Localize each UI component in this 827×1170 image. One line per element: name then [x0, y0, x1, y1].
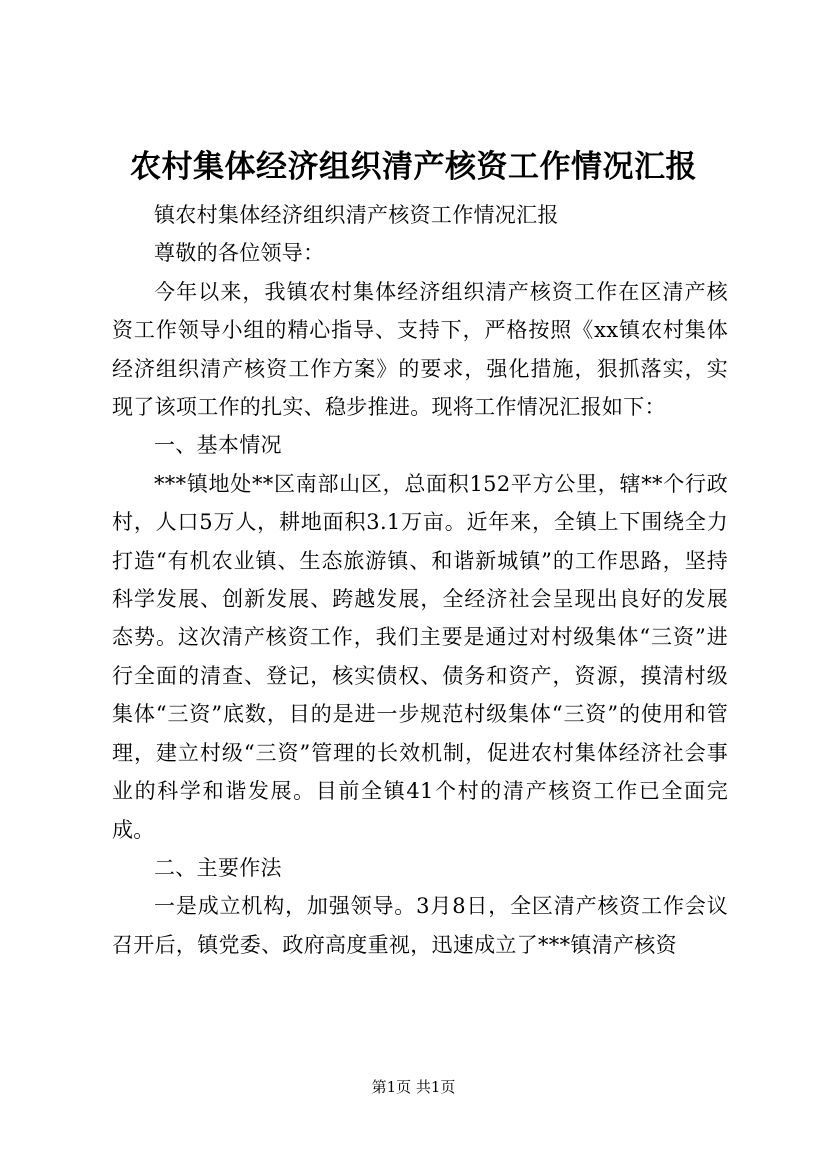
- paragraph-salutation: 尊敬的各位领导：: [154, 241, 325, 266]
- section-heading-main-methods: 二、主要作法: [154, 855, 282, 880]
- document-title: 农村集体经济组织清产核资工作情况汇报: [130, 149, 697, 185]
- page-footer: 第1页 共1页: [371, 1078, 456, 1096]
- document-body: [112, 196, 728, 964]
- paragraph-intro: 今年以来，我镇农村集体经济组织清产核资工作在区清产核资工作领导小组的精心指导、支持下，严格按照《xx镇农村集体经济组织清产核资工作方案》的要求，强化措施，狠抓落实，实现了该项工作的扎实、稳步推进。现将工作情况汇报如下：: [112, 279, 728, 420]
- paragraph-subtitle: 镇农村集体经济组织清产核资工作情况汇报: [154, 203, 559, 227]
- paragraph-main-methods: 一是成立机构，加强领导。3月8日，全区清产核资工作会议召开后，镇党委、政府高度重视，迅速成立了***镇清产核资: [112, 894, 728, 957]
- paragraph-basic-situation: ***镇地处**区南部山区，总面积152平方公里，辖**个行政村，人口5万人，耕地面积3.1万亩。近年来，全镇上下围绕全力打造“有机农业镇、生态旅游镇、和谐新城镇”的工作思路，坚持科学发展、创新发展、跨越发展，全经济社会呈现出良好的发展态势。这次清产核资工作，我们主要是通过对村级集体“三资”进行全面的清查、登记，核实债权、债务和资产，资源，摸清村级集体“三资”底数，目的是进一步规范村级集体“三资”的使用和管理，建立村级“三资”管理的长效机制，促进农村集体经济社会事业的科学和谐发展。目前全镇41个村的清产核资工作已全面完成。: [112, 471, 728, 842]
- section-heading-basic-situation: 一、基本情况: [154, 433, 282, 458]
